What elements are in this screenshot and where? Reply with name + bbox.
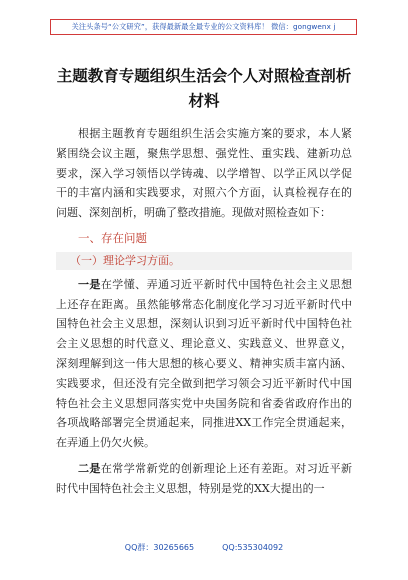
footer-contact	[0, 542, 408, 553]
paragraph-1	[56, 275, 352, 453]
subsection-heading: （一）理论学习方面。	[56, 252, 352, 270]
promo-banner: 关注头条号“公文研究”，获得最新最全最专业的公文资料库！ 微信：gongwenx j	[50, 19, 357, 35]
paragraph-text: 在常学常新党的创新理论上还有差距。对习近平新时代中国特色社会主义思想，特别是党的XX大提出的一	[56, 461, 353, 495]
paragraph-lead: 二是	[78, 461, 101, 475]
paragraph-2	[56, 459, 352, 499]
footer-qq-group: QQ群：30265665	[124, 543, 195, 552]
document-body	[56, 124, 352, 499]
paragraph-text: 在学懂、弄通习近平新时代中国特色社会主义思想上还存在距离。虽然能够常态化制度化学习习近平新时代中国特色社会主义思想，深刻认识到习近平新时代中国特色社会主义思想的时代意义、理论意义、实践意义、世界意义，深刻理解到这一伟大思想的核心要义、精神实质丰富内涵、实践要求，但还没有完全做到把学习领会习近平新时代中国特色社会主义思想同落实党中央国务院和省委省政府作出的各项战略部署完全贯通起来，同推进XX工作完全贯通起来，在弄通上仍欠火候。	[56, 277, 353, 450]
section-heading: 一、存在问题	[78, 230, 147, 245]
footer-qq: QQ:535304092	[222, 543, 284, 552]
paragraph-lead: 一是	[78, 277, 101, 291]
intro-paragraph: 根据主题教育专题组织生活会实施方案的要求，本人紧紧围绕会议主题，聚焦学思想、强党性、重实践、建新功总要求，深入学习领悟以学铸魂、以学增智、以学正风以学促干的丰富内涵和实践要求，对照六个方面，认真检视存在的问题、深刻剖析，明确了整改措施。现做对照检查如下：	[56, 127, 352, 220]
document-title: 主题教育专题组织生活会个人对照检查剖析材料	[56, 67, 352, 110]
